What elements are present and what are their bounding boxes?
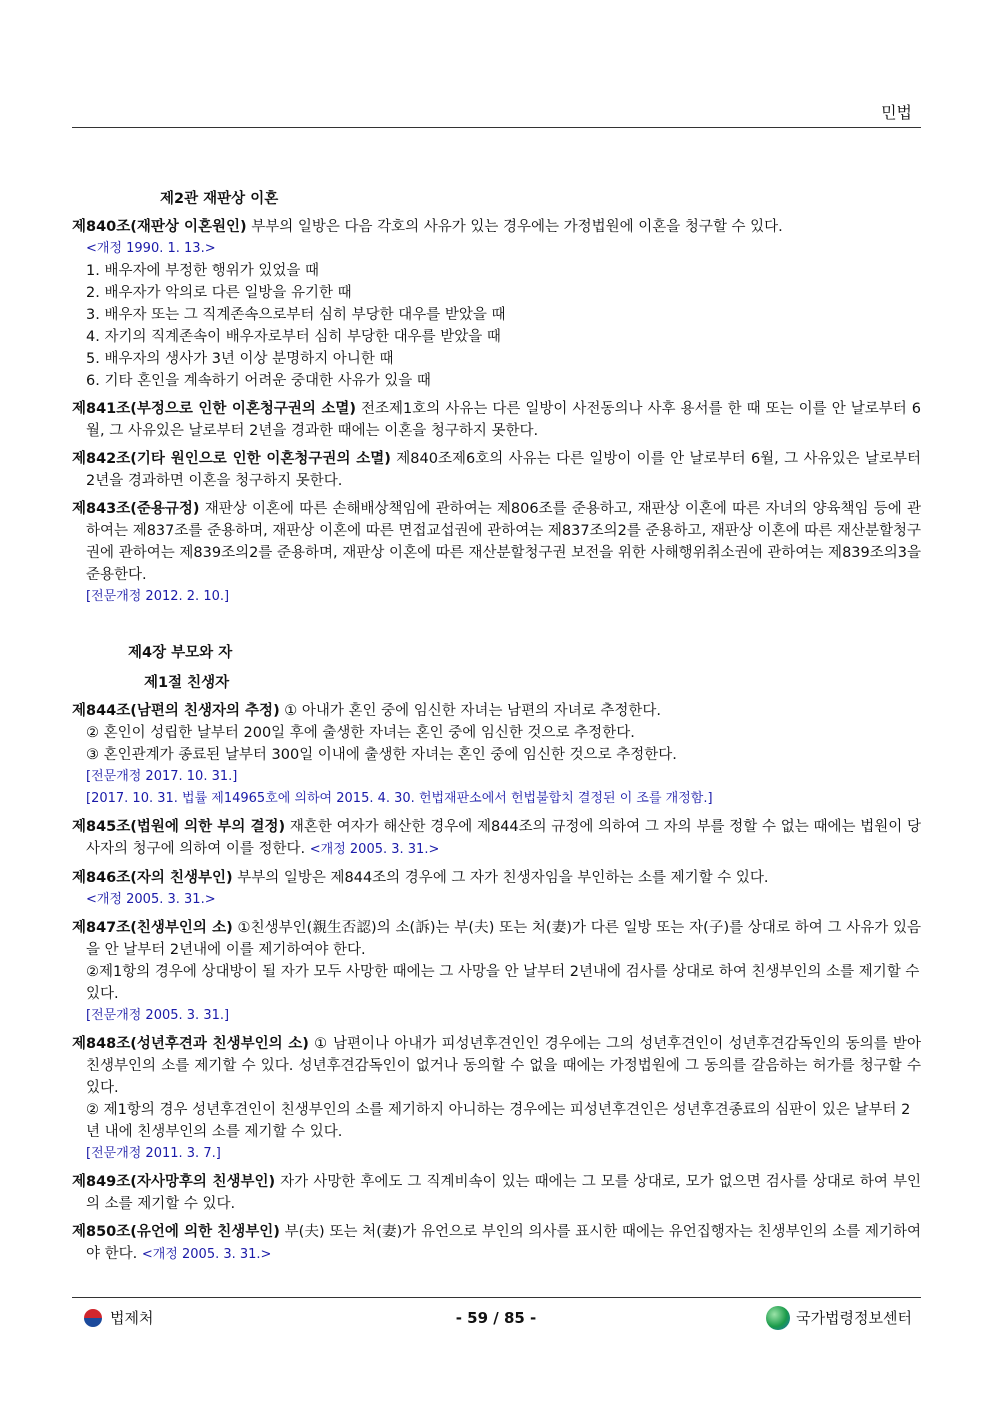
list-item: 6. 기타 혼인을 계속하기 어려운 중대한 사유가 있을 때 bbox=[86, 373, 431, 389]
article bbox=[72, 1033, 921, 1099]
article-text: 재판상 이혼에 따른 손해배상책임에 관하여는 제806조를 준용하고, 재판상 이혼에 따른 자녀의 양육책임 등에 관하여는 제837조를 준용하며, 재판상 이혼에 따른 면접교섭권에 관하여는 제837조의2를 준용하고, 재판상 이혼에 따른 재산분할청구권에 관하여는 제839조의2를 준용하며, 재판상 이혼에 따른 재산분할청구권 보전을 위한 사해행위취소권에 관하여는 제839조의3을 준용한다. bbox=[86, 501, 921, 583]
section-heading: 제2관 재판상 이혼 bbox=[160, 191, 279, 207]
footer-divider bbox=[72, 1297, 921, 1298]
page-number: - 59 / 85 - bbox=[455, 1309, 537, 1327]
article bbox=[72, 398, 921, 442]
article-title: 제844조(남편의 친생자의 추정) bbox=[72, 703, 280, 719]
list-item: 5. 배우자의 생사가 3년 이상 분명하지 아니한 때 bbox=[86, 351, 394, 367]
article bbox=[72, 448, 921, 492]
footer-right bbox=[766, 1305, 912, 1331]
list-item: 3. 배우자 또는 그 직계존속으로부터 심히 부당한 대우를 받았을 때 bbox=[86, 307, 506, 323]
paragraph-item: ②제1항의 경우에 상대방이 될 자가 모두 사망한 때에는 그 사망을 안 날부터 2년내에 검사를 상대로 하여 친생부인의 소를 제기할 수 있다. bbox=[86, 964, 920, 1002]
paragraph-item: ② 혼인이 성립한 날부터 200일 후에 출생한 자녀는 혼인 중에 임신한 것으로 추정한다. bbox=[86, 725, 635, 741]
article bbox=[72, 867, 921, 889]
article-title: 제840조(재판상 이혼원인) bbox=[72, 219, 247, 235]
article bbox=[72, 816, 921, 861]
amendment-note: <개정 2005. 3. 31.> bbox=[309, 842, 440, 857]
article-text: 부(夫) 또는 처(妻)가 유언으로 부인의 의사를 표시한 때에는 유언집행자는 친생부인의 소를 제기하여야 한다. bbox=[86, 1224, 921, 1262]
article-text: 재혼한 여자가 해산한 경우에 제844조의 규정에 의하여 그 자의 부를 정할 수 없는 때에는 법원이 당사자의 청구에 의하여 이를 정한다. bbox=[86, 819, 921, 857]
article-title: 제847조(친생부인의 소) bbox=[72, 920, 233, 936]
article-title: 제843조(준용규정) bbox=[72, 501, 200, 517]
section-gap bbox=[72, 608, 921, 634]
amendment-note: <개정 2005. 3. 31.> bbox=[86, 892, 216, 907]
article-title: 제849조(자사망후의 친생부인) bbox=[72, 1174, 276, 1190]
article bbox=[72, 216, 921, 238]
paragraph-item: ③ 혼인관계가 종료된 날부터 300일 이내에 출생한 자녀는 혼인 중에 임신한 것으로 추정한다. bbox=[86, 747, 677, 763]
article-title: 제846조(자의 친생부인) bbox=[72, 870, 233, 886]
article-title: 제848조(성년후견과 친생부인의 소) bbox=[72, 1036, 309, 1052]
article bbox=[72, 917, 921, 961]
amendment-note: <개정 1990. 1. 13.> bbox=[86, 241, 216, 256]
section-heading: 제4장 부모와 자 bbox=[128, 645, 233, 661]
paragraph-item: ② 제1항의 경우 성년후견인이 친생부인의 소를 제기하지 아니하는 경우에는 피성년후견인은 성년후견종료의 심판이 있은 날부터 2년 내에 친생부인의 소를 제기할 수 있다. bbox=[86, 1102, 911, 1140]
article bbox=[72, 1221, 921, 1266]
article-title: 제850조(유언에 의한 친생부인) bbox=[72, 1224, 280, 1240]
article-text: 부부의 일방은 다음 각호의 사유가 있는 경우에는 가정법원에 이혼을 청구할 수 있다. bbox=[246, 219, 783, 235]
amendment-note: [2017. 10. 31. 법률 제14965호에 의하여 2015. 4. 30. 헌법재판소에서 헌법불합치 결정된 이 조를 개정함.] bbox=[86, 791, 713, 806]
article-text: ①친생부인(親生否認)의 소(訴)는 부(夫) 또는 처(妻)가 다른 일방 또는 자(子)를 상대로 하여 그 사유가 있음을 안 날부터 2년내에 이를 제기하여야 한다. bbox=[86, 920, 921, 958]
article-text: 자가 사망한 후에도 그 직계비속이 있는 때에는 그 모를 상대로, 모가 없으면 검사를 상대로 하여 부인의 소를 제기할 수 있다. bbox=[86, 1174, 921, 1212]
amendment-note: [전문개정 2005. 3. 31.] bbox=[86, 1008, 230, 1023]
amendment-note: [전문개정 2012. 2. 10.] bbox=[86, 589, 230, 604]
running-header-title: 민법 bbox=[881, 103, 912, 122]
article-text: 제840조제6호의 사유는 다른 일방이 이를 안 날로부터 6월, 그 사유있은 날로부터 2년을 경과하면 이혼을 청구하지 못한다. bbox=[86, 451, 921, 489]
list-item: 1. 배우자에 부정한 행위가 있었을 때 bbox=[86, 263, 319, 279]
article-title: 제842조(기타 원인으로 인한 이혼청구권의 소멸) bbox=[72, 451, 391, 467]
article bbox=[72, 700, 921, 722]
article-text: ① 아내가 혼인 중에 임신한 자녀는 남편의 자녀로 추정한다. bbox=[279, 703, 661, 719]
article-title: 제845조(법원에 의한 부의 결정) bbox=[72, 819, 286, 835]
article-title: 제841조(부정으로 인한 이혼청구권의 소멸) bbox=[72, 401, 357, 417]
article-text: 전조제1호의 사유는 다른 일방이 사전동의나 사후 용서를 한 때 또는 이를 안 날로부터 6월, 그 사유있은 날로부터 2년을 경과한 때에는 이혼을 청구하지 못한다. bbox=[86, 401, 921, 439]
list-item: 4. 자기의 직계존속이 배우자로부터 심히 부당한 대우를 받았을 때 bbox=[86, 329, 501, 345]
list-item: 2. 배우자가 악의로 다른 일방을 유기한 때 bbox=[86, 285, 352, 301]
amendment-note: [전문개정 2011. 3. 7.] bbox=[86, 1146, 221, 1161]
amendment-note: <개정 2005. 3. 31.> bbox=[141, 1247, 272, 1262]
article-text: 부부의 일방은 제844조의 경우에 그 자가 친생자임을 부인하는 소를 제기할 수 있다. bbox=[232, 870, 769, 886]
section-heading: 제1절 친생자 bbox=[144, 675, 230, 691]
footer-center-name: 국가법령정보센터 bbox=[796, 1309, 912, 1327]
document-body bbox=[72, 180, 921, 1266]
amendment-note: [전문개정 2017. 10. 31.] bbox=[86, 769, 238, 784]
article-text: ① 남편이나 아내가 피성년후견인인 경우에는 그의 성년후견인이 성년후견감독인의 동의를 받아 친생부인의 소를 제기할 수 있다. 성년후견감독인이 없거나 동의할 수 없을 때에는 가정법원에 그 동의를 갈음하는 허가를 청구할 수 있다. bbox=[86, 1036, 921, 1096]
header-divider bbox=[72, 127, 921, 128]
article bbox=[72, 1171, 921, 1215]
footer-org: 법제처 bbox=[110, 1309, 154, 1327]
globe-logo-icon bbox=[766, 1306, 790, 1330]
article bbox=[72, 498, 921, 586]
